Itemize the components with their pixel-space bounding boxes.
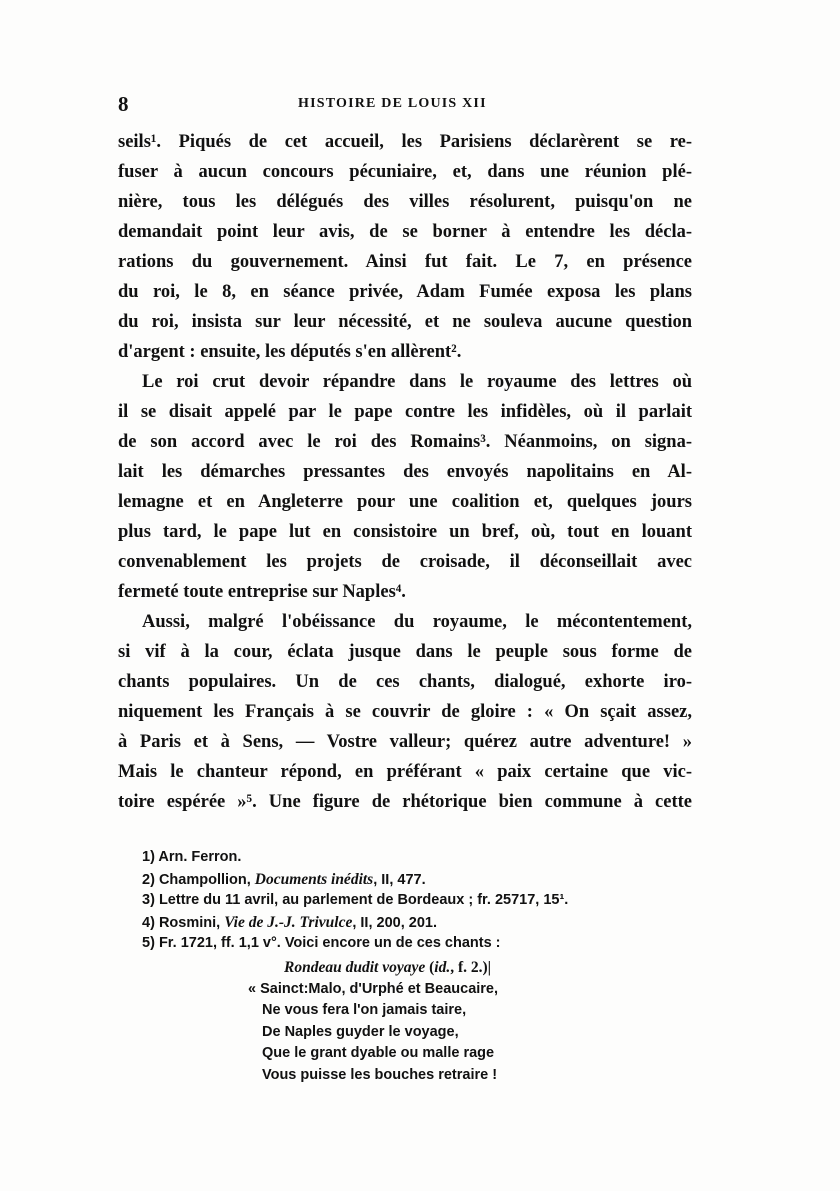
text-line: du roi, insista sur leur nécessité, et ne souleva aucune question — [118, 312, 692, 332]
footnote — [142, 912, 702, 934]
footnote-number: 2) — [142, 871, 155, 888]
text-line: niquement les Français à se couvrir de gloire : « On sçait assez, — [118, 702, 692, 722]
poem-line: Ne vous fera l'on jamais taire, — [262, 1002, 467, 1018]
text-line: lemagne et en Angleterre pour une coalition et, quelques jours — [118, 492, 692, 512]
text-line: plus tard, le pape lut en consistoire un bref, où, tout en louant — [118, 522, 692, 542]
poem-line: Vous puisse les bouches retraire ! — [262, 1066, 498, 1083]
poem-title-paren: ( — [425, 959, 435, 976]
text-line: fermeté toute entreprise sur Naples⁴. — [118, 582, 406, 602]
footnote-text-end: , II, 200, 201. — [352, 914, 437, 931]
text-line: d'argent : ensuite, les députés s'en allèrent². — [118, 342, 462, 362]
text-line: nière, tous les délégués des villes résolurent, puisqu'on ne — [118, 192, 692, 212]
footnote-italic-title: Vie de J.-J. Trivulce — [224, 913, 353, 931]
text-line: rations du gouvernement. Ainsi fut fait. Le 7, en présence — [118, 252, 692, 272]
text-line: Aussi, malgré l'obéissance du royaume, le mécontentement, — [142, 612, 692, 632]
text-line: si vif à la cour, éclata jusque dans le peuple sous forme de — [118, 642, 692, 662]
running-title: HISTOIRE DE LOUIS XII — [298, 96, 487, 111]
poem-line: Que le grant dyable ou malle rage — [262, 1045, 495, 1061]
footnote-number: 3) — [142, 892, 155, 908]
text-line: toire espérée »⁵. Une figure de rhétorique bien commune à cette — [118, 792, 692, 812]
poem-title-ref: id. — [434, 959, 451, 976]
footnotes — [142, 847, 702, 955]
footnote-text: Lettre du 11 avril, au parlement de Bordeaux ; fr. 25717, 15¹. — [158, 892, 569, 908]
footnote-number: 1) — [142, 849, 155, 865]
text-line: il se disait appelé par le pape contre les infidèles, où il parlait — [118, 402, 692, 422]
text-line: du roi, le 8, en séance privée, Adam Fumée exposa les plans — [118, 282, 692, 302]
poem-line: « Sainct:Malo, d'Urphé et Beaucaire, — [248, 980, 499, 997]
text-line: convenablement les projets de croisade, il déconseillait avec — [118, 552, 692, 572]
footnote — [142, 933, 702, 955]
footnote-text: Rosmini, — [158, 914, 225, 931]
poem-quote — [248, 957, 668, 1086]
page-number: 8 — [118, 92, 129, 116]
page-header — [118, 92, 692, 116]
footnote — [142, 847, 702, 869]
text-line: demandait point leur avis, de se borner à entendre les décla- — [118, 222, 692, 242]
footnote — [142, 890, 702, 912]
footnote — [142, 869, 702, 891]
poem-title-rest: , f. 2.)| — [450, 959, 492, 976]
poem-title-italic: Rondeau dudit voyaye — [284, 959, 426, 976]
text-line: Le roi crut devoir répandre dans le royaume des lettres où — [142, 372, 692, 392]
text-line: fuser à aucun concours pécuniaire, et, dans une réunion plé- — [118, 162, 692, 182]
footnote-italic-title: Documents inédits — [254, 870, 374, 888]
poem-title — [248, 957, 668, 979]
text-line: de son accord avec le roi des Romains³. Néanmoins, on signa- — [118, 432, 692, 452]
footnote-text-end: , II, 477. — [373, 871, 426, 888]
text-line: lait les démarches pressantes des envoyés napolitains en Al- — [118, 462, 692, 482]
text-line: à Paris et à Sens, — Vostre valleur; quérez autre adventure! » — [118, 732, 692, 752]
text-line: Mais le chanteur répond, en préférant « paix certaine que vic- — [118, 762, 692, 782]
text-line: seils¹. Piqués de cet accueil, les Parisiens déclarèrent se re- — [118, 132, 692, 152]
footnote-text: Fr. 1721, ff. 1,1 v°. Voici encore un de ces chants : — [158, 935, 501, 951]
poem-line: De Naples guyder le voyage, — [262, 1023, 459, 1040]
main-text — [118, 127, 692, 817]
text-line: chants populaires. Un de ces chants, dialogué, exhorte iro- — [118, 672, 692, 692]
footnote-number: 4) — [142, 914, 155, 931]
footnote-text: Arn. Ferron. — [158, 849, 242, 865]
footnote-number: 5) — [142, 935, 155, 951]
footnote-text: Champollion, — [158, 871, 255, 888]
